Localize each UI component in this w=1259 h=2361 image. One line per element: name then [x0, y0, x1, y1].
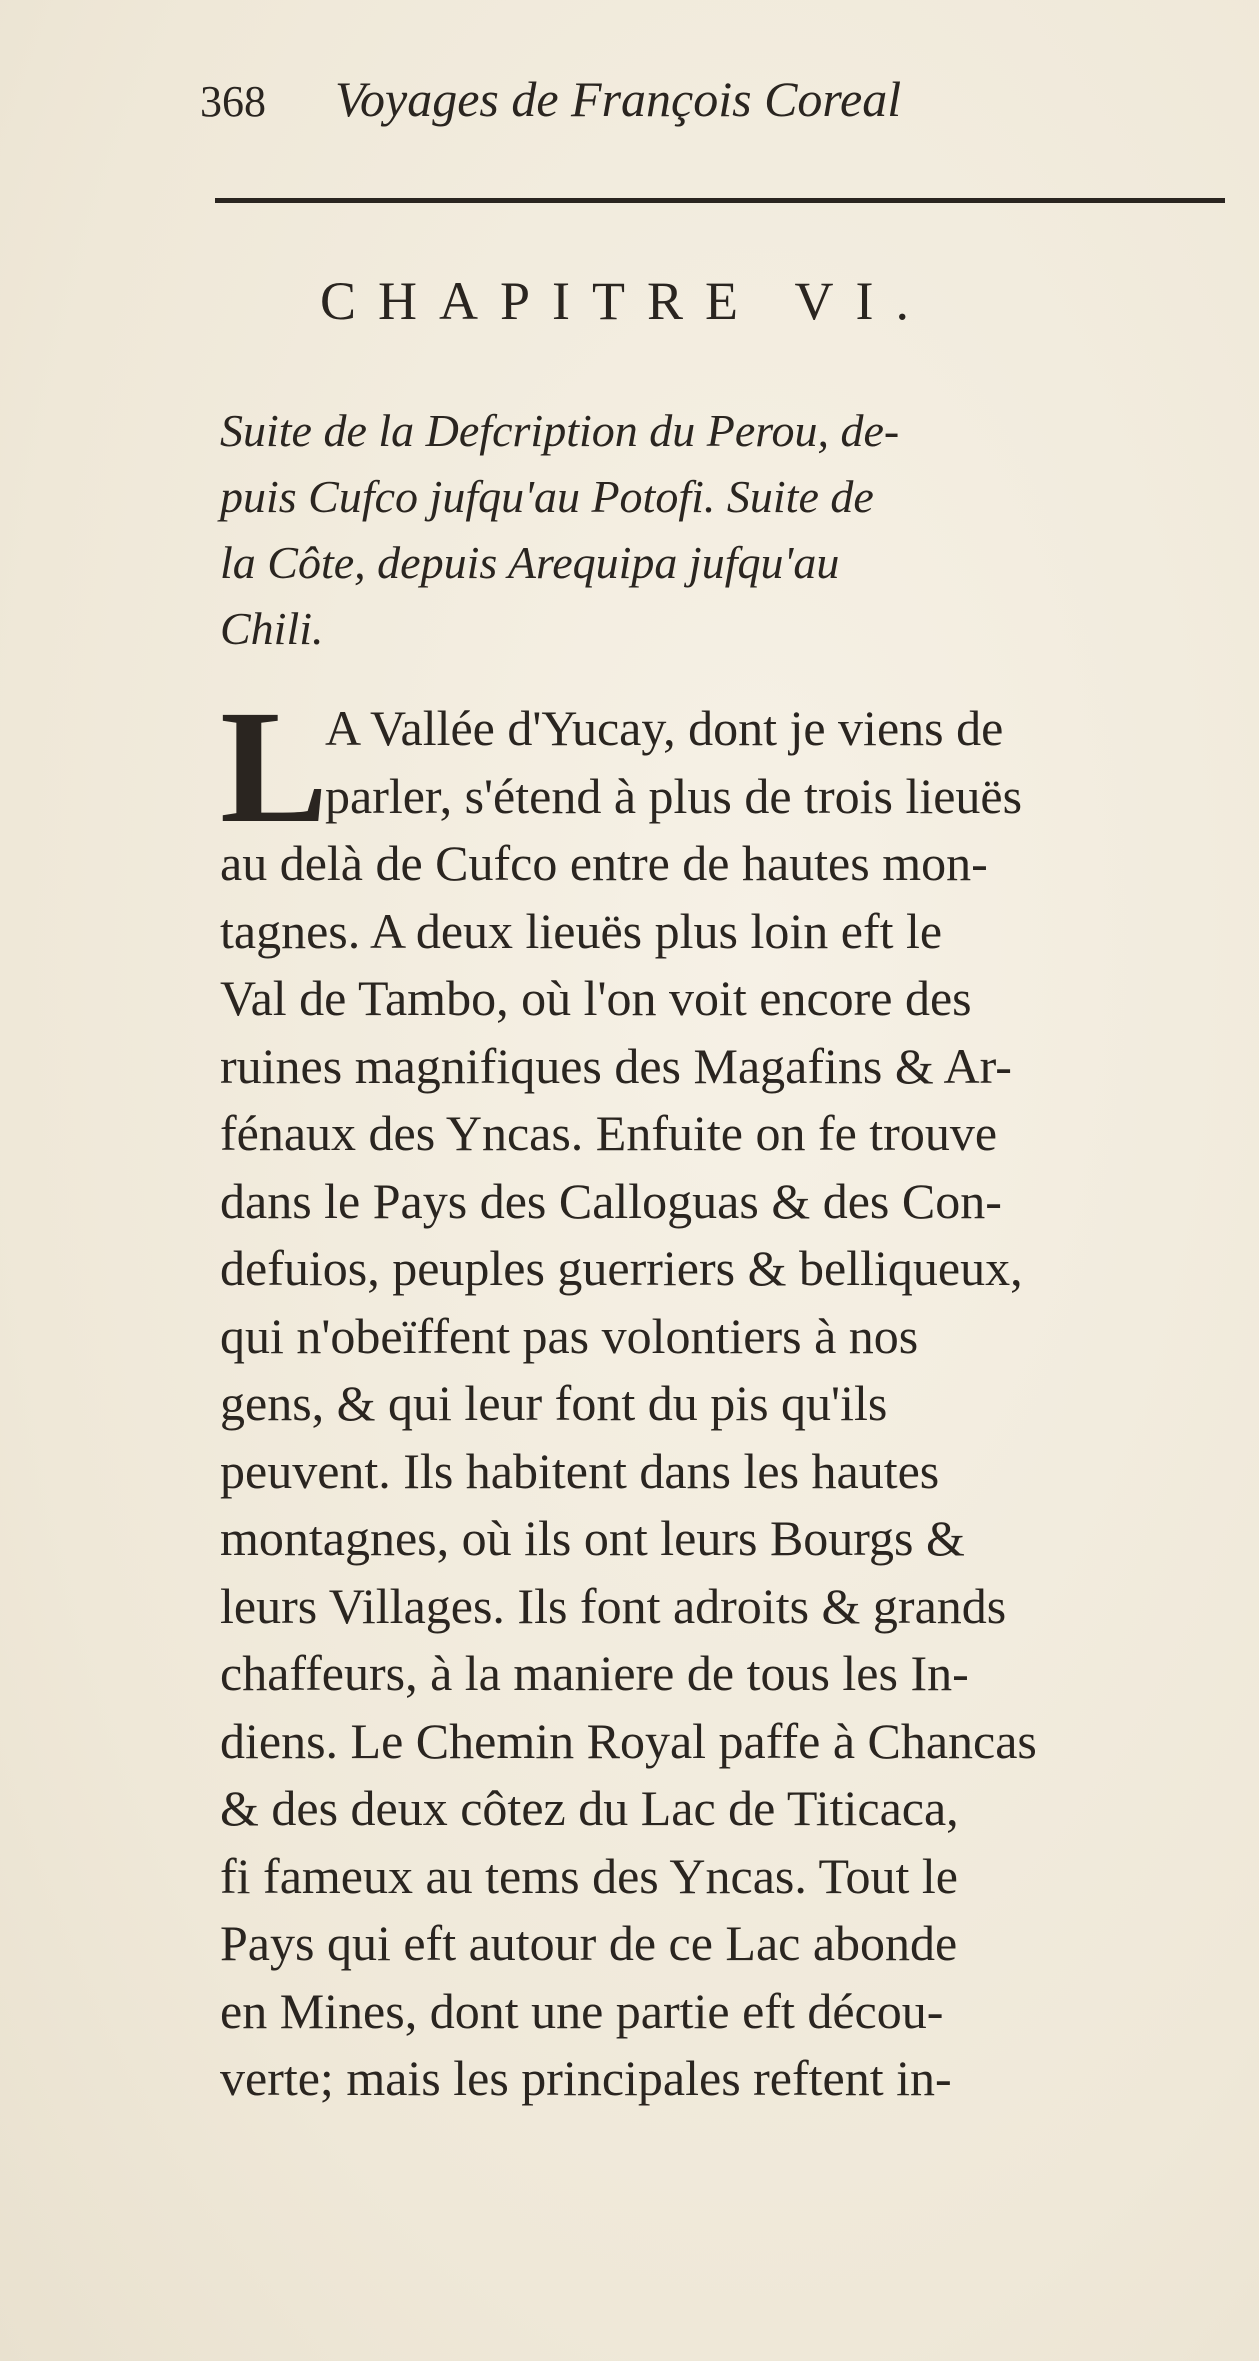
summary-line: Suite de la Defcription du Perou, de- [220, 405, 900, 456]
text-line: gens, & qui leur font du pis qu'ils [220, 1375, 888, 1431]
text-line: peuvent. Ils habitent dans les hautes [220, 1442, 940, 1499]
text-line: tagnes. A deux lieuës plus loin eft le [220, 902, 943, 959]
text-line: ruines magnifiques des Magafins & Ar- [220, 1037, 1012, 1094]
text-line: leurs Villages. Ils font adroits & grands [220, 1577, 1007, 1634]
text-line: fi fameux au tems des Yncas. Tout le [220, 1847, 958, 1904]
summary-line: la Côte, depuis Arequipa jufqu'au [220, 537, 840, 588]
chapter-summary [220, 398, 1220, 662]
text-line: qui n'obeïffent pas volontiers à nos [220, 1307, 919, 1364]
text-line: au delà de Cufco entre de hautes mon- [220, 835, 988, 891]
text-line: Pays qui eft autour de ce Lac abonde [220, 1915, 958, 1971]
running-title: Voyages de François Coreal [335, 71, 902, 127]
text-line: en Mines, dont une partie eft décou- [220, 1982, 944, 2039]
text-line: A Vallée d'Yucay, dont je viens de [325, 700, 1004, 756]
drop-cap: L [220, 678, 329, 857]
text-line: Val de Tambo, où l'on voit encore des [220, 970, 972, 1026]
text-line: verte; mais les principales reftent in- [220, 2050, 952, 2106]
summary-line: puis Cufco jufqu'au Potofi. Suite de [220, 471, 874, 522]
summary-line: Chili. [220, 603, 324, 654]
text-line: diens. Le Chemin Royal paffe à Chancas [220, 1712, 1037, 1769]
chapter-heading: CHAPITRE VI. [320, 271, 932, 331]
text-line: montagnes, où ils ont leurs Bourgs & [220, 1510, 965, 1566]
header-rule [215, 198, 1225, 203]
body-text [220, 678, 1220, 2113]
text-line: dans le Pays des Calloguas & des Con- [220, 1172, 1002, 1229]
page-number: 368 [200, 77, 266, 126]
text-line: fénaux des Yncas. Enfuite on fe trouve [220, 1105, 998, 1161]
text-line: parler, s'étend à plus de trois lieuës [325, 767, 1023, 824]
text-line: defuios, peuples guerriers & belliqueux, [220, 1240, 1023, 1296]
text-line: & des deux côtez du Lac de Titicaca, [220, 1780, 959, 1836]
text-line: chaffeurs, à la maniere de tous les In- [220, 1645, 969, 1701]
page-header [200, 70, 1100, 140]
